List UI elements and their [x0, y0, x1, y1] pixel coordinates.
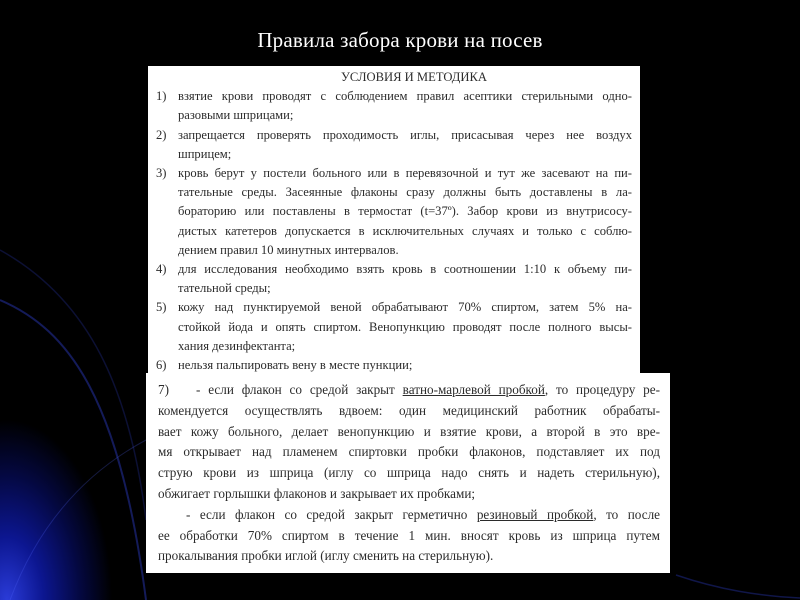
slide-title: Правила забора крови на посев [257, 28, 543, 52]
text-line: обжигает горлышки флаконов и закрывает их пробками; [158, 485, 476, 501]
text-line: комендуется осуществлять вдвоем: один медицинский работник обрабаты- [158, 402, 660, 418]
list-item: 4) для исследования необходимо взять кровь в соотношении 1:10 к объему пи- тательной среды; [156, 262, 632, 296]
text-line: - если флакон со средой закрыт ватно-марлевой пробкой, то процедуру ре- [196, 382, 660, 397]
list-item: 1) взятие крови проводят с соблюдением правил асептики стерильными одно- разовыми шприцами; [156, 89, 632, 123]
text-line: мя открывает над пламенем спиртовки пробки флаконов, подставляет их под [158, 444, 660, 460]
list-item: 3) кровь берут у постели больного или в перевязочной и тут же засевают на пи- тательные среды. Засеянные флаконы сразу должны быть доставлены в ла- бораторию или поставлены в термостат (t=37º). Забор крови из внутрисосу- дистых катетеров допускается в исключительных случаях и только с соблю- дением правил 10 минутных интервалов. [156, 166, 632, 257]
text-line: струю крови из шприца (иглу со шприца надо снять и надеть стерильную), [158, 465, 660, 481]
item-number: 7) [158, 382, 169, 397]
text-line: прокалывания пробки иглой (иглу сменить на стерильную). [158, 548, 494, 564]
conditions-panel [148, 66, 640, 373]
panel-heading: УСЛОВИЯ И МЕТОДИКА [341, 70, 487, 84]
underlined-term: ватно-марлевой пробкой [402, 382, 545, 397]
list-item: 6) нельзя пальпировать вену в месте пункции; [156, 358, 413, 373]
text-line: ее обработки 70% спиртом в течение 1 мин. вносят кровь из шприца путем [158, 527, 660, 543]
rules-panel-7 [146, 373, 670, 573]
underlined-term: резиновый пробкой [476, 506, 594, 522]
text-line: - если флакон со средой закрыт герметично резиновый пробкой, то после [186, 506, 660, 522]
text-line: вает кожу больного, делает венопункцию и взятие крови, а второй в это вре- [158, 423, 660, 439]
list-item: 5) кожу над пунктируемой веной обрабатывают 70% спиртом, затем 5% на- стойкой йода и опять спиртом. Венопункцию проводят после полного высы- хания дезинфектанта; [156, 300, 632, 353]
list-item: 2) запрещается проверять проходимость иглы, присасывая через нее воздух шприцем; [156, 127, 632, 161]
